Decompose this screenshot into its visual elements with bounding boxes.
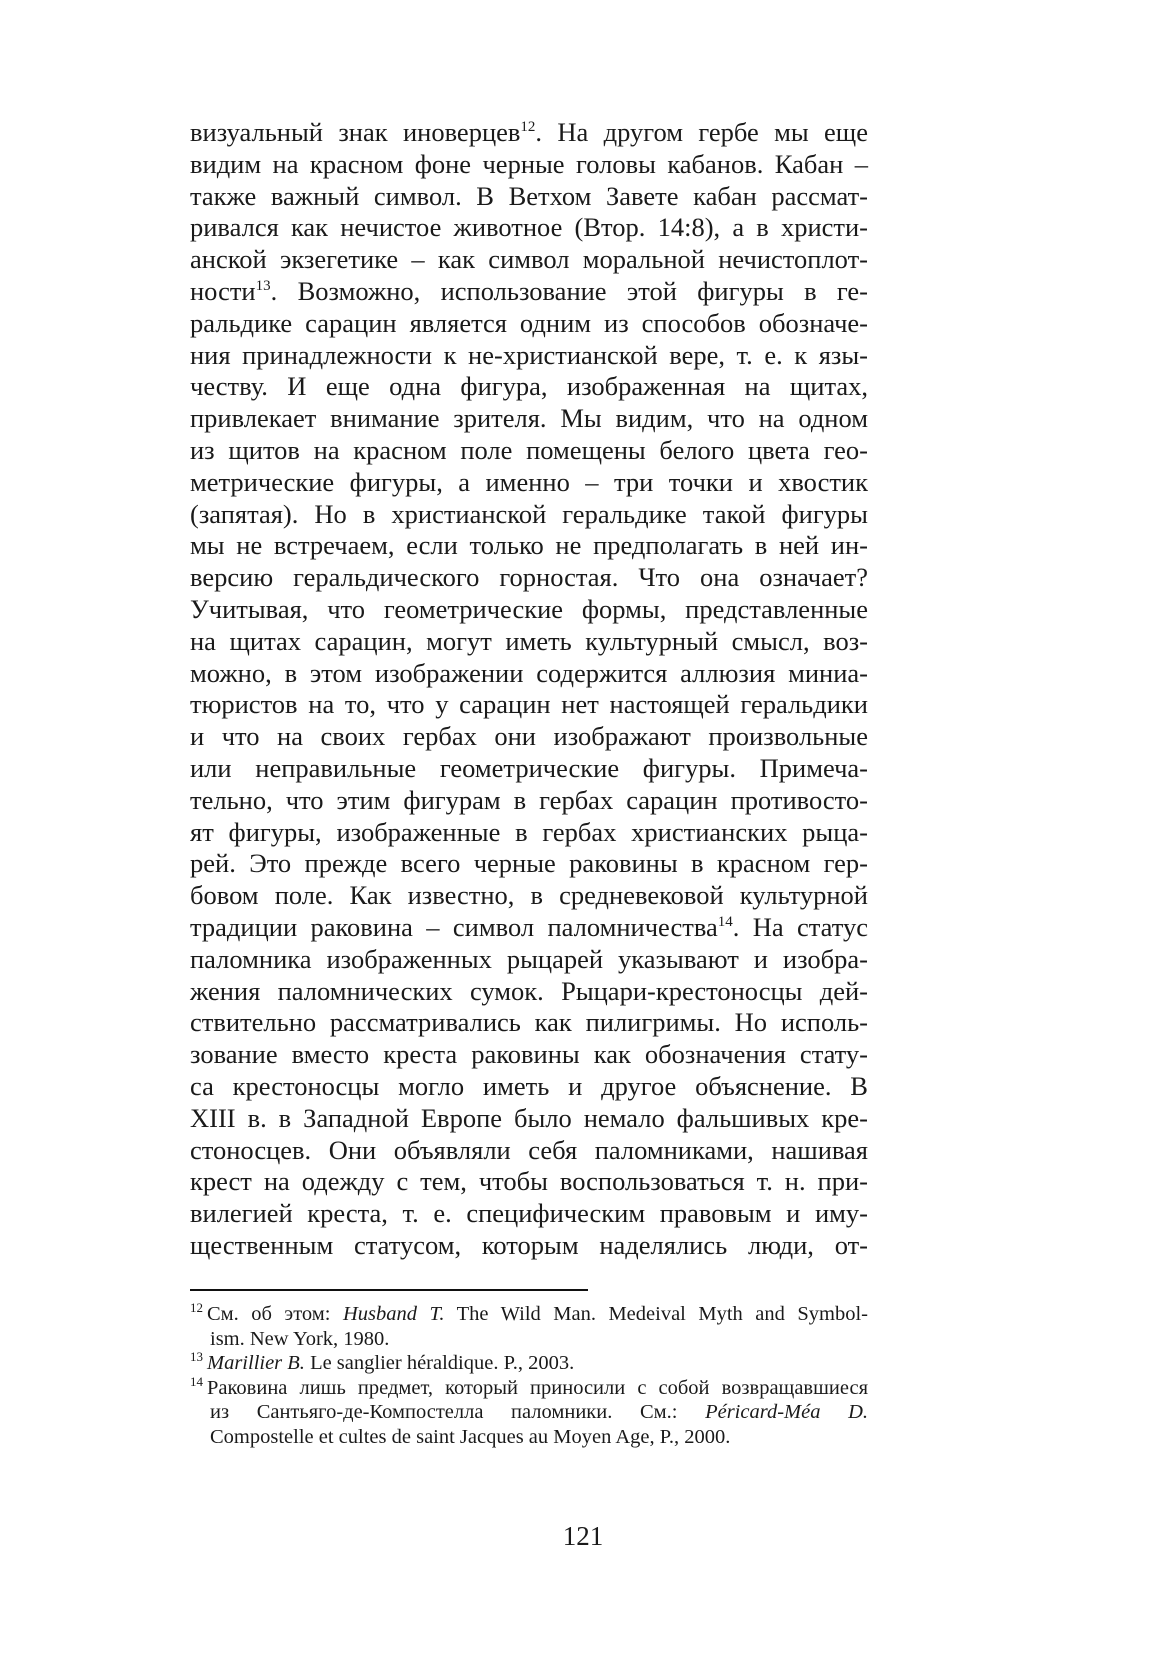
- footnote-13-line: [190, 1351, 868, 1376]
- text-line: (запятая). Но в христианской геральдике такой фигуры: [190, 498, 868, 529]
- text-line: и что на своих гербах они изображают произвольные: [190, 721, 868, 752]
- text-line: ствительно рассматривались как пилигримы. Но исполь-: [190, 1007, 868, 1038]
- text-segment: ности: [190, 275, 256, 306]
- footnote-14-line: [190, 1373, 868, 1401]
- footnote-text: ism. New York, 1980.: [210, 1327, 390, 1350]
- text-line: тюристов на то, что у сарацин нет настоящей геральдики: [190, 689, 868, 720]
- footnote-14-line: [190, 1425, 868, 1450]
- text-line: вилегией креста, т. е. специфическим правовым и иму-: [190, 1198, 868, 1229]
- text-line: анской экзегетике – как символ моральной нечистоплот-: [190, 244, 868, 275]
- text-segment: традиции раковина – символ паломничества: [190, 911, 718, 942]
- text-segment: визуальный знак иноверцев: [190, 117, 521, 147]
- footnote-text: Le sanglier héraldique. P., 2003.: [304, 1352, 575, 1374]
- footnote-number: 13: [190, 1349, 203, 1364]
- page-number: 121: [562, 1521, 604, 1551]
- footnote-14-line: [190, 1400, 868, 1425]
- footnote-reference: 14: [717, 913, 733, 930]
- text-line: тельно, что этим фигурам в гербах сарацин противосто-: [190, 784, 868, 815]
- text-line: [190, 117, 868, 149]
- text-line: из щитов на красном поле помещены белого цвета гео-: [190, 434, 868, 465]
- footnote-number: 12: [190, 1300, 203, 1315]
- text-line: мы не встречаем, если только не предполагать в ней ин-: [190, 530, 868, 561]
- footnote-reference: 12: [520, 119, 536, 135]
- footnote-reference: 13: [255, 277, 271, 294]
- text-line: или неправильные геометрические фигуры. Примеча-: [190, 752, 868, 783]
- text-line: честву. И еще одна фигура, изображенная на щитах,: [190, 371, 868, 402]
- text-line: видим на красном фоне черные головы кабанов. Кабан –: [190, 148, 868, 179]
- text-segment: . На статус: [732, 911, 868, 942]
- text-segment: . Возможно, использование этой фигуры в ге-: [270, 275, 868, 306]
- text-line: XIII в. в Западной Европе было немало фальшивых кре-: [190, 1102, 868, 1133]
- text-line: [190, 912, 868, 944]
- text-line: также важный символ. В Ветхом Завете кабан рассмат-: [190, 180, 868, 211]
- text-line: бовом поле. Как известно, в средневековой культурной: [190, 880, 868, 911]
- footnote-text: из Сантьяго-де-Компостелла паломники. См.:: [210, 1401, 706, 1423]
- text-line: ральдике сарацин является одним из способов обозначе-: [190, 307, 868, 338]
- footnotes: [190, 1302, 868, 1449]
- text-line: [190, 276, 868, 308]
- text-line: на щитах сарацин, могут иметь культурный смысл, воз-: [190, 625, 868, 656]
- text-line: ния принадлежности к не-христианской вере, т. е. к язы-: [190, 339, 868, 370]
- footnote-divider: [190, 1289, 588, 1291]
- text-line: са крестоносцы могло иметь и другое объяснение. В: [190, 1070, 868, 1101]
- footnote-12-line: [190, 1302, 868, 1327]
- author-name: Péricard-Méa D.: [705, 1401, 868, 1423]
- footnote-text: Раковина лишь предмет, который приносили с собой возвращавшиеся: [207, 1376, 868, 1399]
- text-line: стоносцев. Они объявляли себя паломниками, нашивая: [190, 1134, 868, 1165]
- text-line: метрические фигуры, а именно – три точки и хвостик: [190, 466, 868, 497]
- text-segment: . На другом гербе мы еще: [535, 117, 868, 147]
- footnote-number: 14: [190, 1373, 203, 1389]
- text-line: крест на одежду с тем, чтобы воспользоваться т. н. при-: [190, 1166, 868, 1197]
- footnote-text: Compostelle et cultes de saint Jacques au Moyen Age, P., 2000.: [210, 1425, 731, 1448]
- text-line: жения паломнических сумок. Рыцари-крестоносцы дей-: [190, 975, 868, 1006]
- footnote-12-line: [190, 1327, 868, 1352]
- author-name: Marillier B.: [207, 1352, 305, 1374]
- author-name: Husband T.: [342, 1303, 445, 1325]
- text-line: можно, в этом изображении содержится аллюзия миниа-: [190, 657, 868, 688]
- text-line: ят фигуры, изображенные в гербах христианских рыца-: [190, 816, 868, 847]
- footnote-text: См. об этом:: [207, 1303, 343, 1325]
- text-line: щественным статусом, которым наделялись люди, от-: [190, 1229, 868, 1260]
- text-line: версию геральдического горностая. Что она означает?: [190, 562, 868, 593]
- text-line: Учитывая, что геометрические формы, представленные: [190, 593, 868, 624]
- text-line: зование вместо креста раковины как обозначения стату-: [190, 1039, 868, 1070]
- footnote-text: The Wild Man. Medeival Myth and Symbol-: [444, 1303, 868, 1325]
- text-line: рей. Это прежде всего черные раковины в красном гер-: [190, 848, 868, 879]
- text-line: привлекает внимание зрителя. Мы видим, что на одном: [190, 403, 868, 434]
- main-text: [190, 117, 868, 1262]
- text-line: ривался как нечистое животное (Втор. 14:8), а в христи-: [190, 212, 868, 243]
- text-line: паломника изображенных рыцарей указывают и изобра-: [190, 943, 868, 974]
